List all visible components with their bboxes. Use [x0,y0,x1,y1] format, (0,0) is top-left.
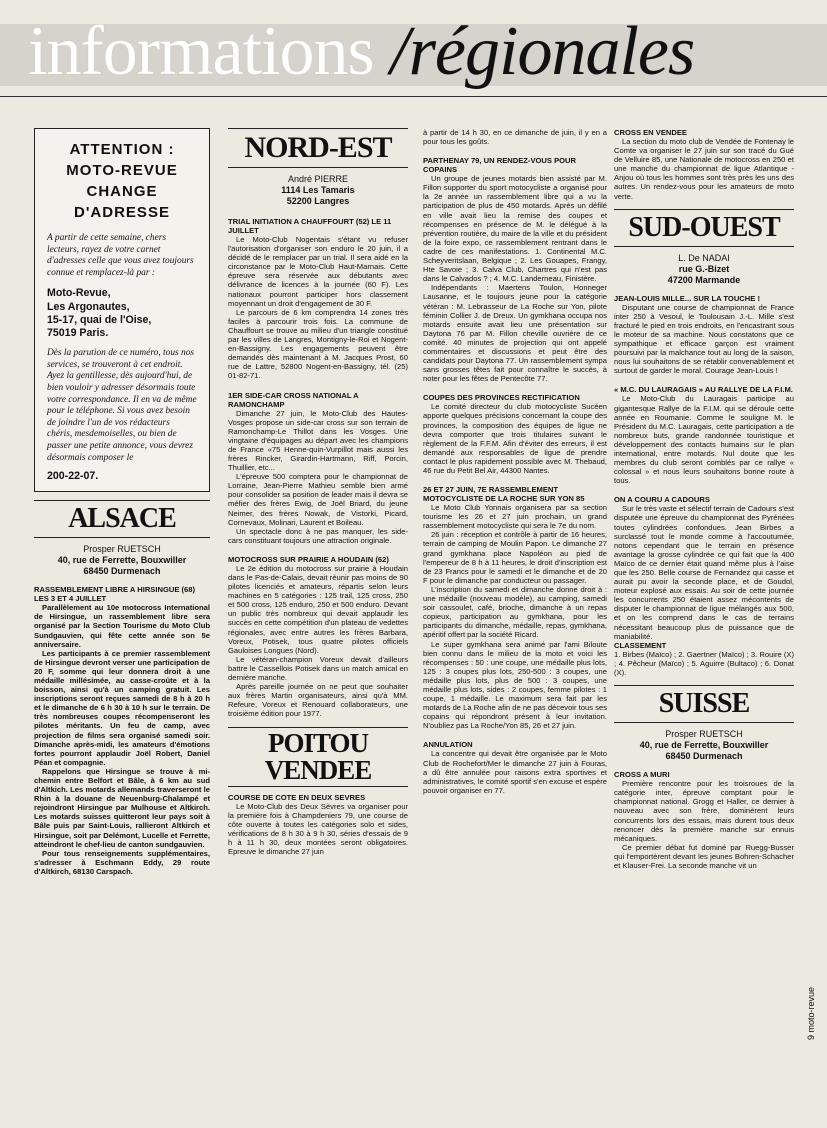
article-paragraph: L'inscription du samedi et dimanche donne droit à : une médaille (nouveau modèle), au camping, samedi soir cassoulet, café, brioche, dimanche à un repas copieux, participation au gymkhana, pour les participants du dimanche, médaille, repas, gymkhana, apéritif offert par la société Ricard. [423,584,607,640]
page-header [0,0,827,108]
notice-headline [47,139,197,223]
address-line: 75019 Paris. [47,326,109,339]
article-paragraph: Le Moto-Club des Deux Sèvres va organiser pour la première fois à Champdeniers 79, une course de côte ouverte à toutes les catégories solo et sides, vérifications de 8 h 30 à 9 h 30, séries d'essais de 9 h à 11 h 30, deux montées seront obligatoires. Epreuve le dimanche 27 juin [228,801,408,856]
headline-line: ATTENTION : [69,141,175,158]
column-1 [34,128,210,876]
address-change-notice [34,128,210,492]
correspondent-alsace [34,544,210,577]
page-footer-label [806,987,816,1040]
article-paragraph: Le comité directeur du club motocycliste Sucéen apporte quelques précisions concernant la coupe des provinces, la composition des équipes de ligue ne devra comporter que trois titulaires suivant le règlement de la F.F.M. Afin d'éviter des erreurs, il est demandé aux responsables de ligue de prendre contact le plus rapidement possible avec M. Thebaud, 46 rue du Petit Bel Air, 44300 Nantes. [423,402,607,475]
region-title-alsace: ALSACE [34,500,210,538]
article-paragraph: La concentre qui devait être organisée par le Moto Club de Rochefort/Mer le dimanche 27 juin à Fouras, a dû être annulée pour raisons extra sportives et administratives, le comité sportif s'en excuse et espère pouvoir organiser en 77. [423,749,607,795]
correspondent-line: 47200 Marmande [667,274,741,285]
region-title-line: POITOU [267,727,369,758]
correspondent-line: rue G.-Bizet [678,263,730,274]
headline-line: CHANGE [86,183,158,200]
headline-line: D'ADRESSE [74,204,170,221]
article-heading: « M.C. DU LAURAGAIS » AU RALLYE DE LA F.I.M. [614,385,793,395]
article-paragraph: Pour tous renseignements supplémentaires, s'adresser à Eschmann Eddy, 29 route d'Altkirch, 68130 Carspach. [34,848,210,876]
correspondent-line: 68450 Durmenach [83,566,161,577]
notice-phone: 200-22-07. [47,470,99,483]
article-continuation: à partir de 14 h 30, en ce dimanche de juin, il y en a pour tous les goûts. [423,128,607,147]
new-address [47,287,197,340]
correspondent-line: 40, rue de Ferrette, Bouxwiller [57,555,187,566]
headline-line: MOTO-REVUE [66,162,178,179]
article-heading: COUPES DES PROVINCES RECTIFICATION [423,393,580,403]
article-heading: TRIAL INITIATION A CHAUFFOURT (52) LE 11 JUILLET [228,217,392,235]
correspondent-name: L. De NADAI [678,252,730,263]
article-paragraph: Dimanche 27 juin, le Moto-Club des Hautes-Vosges propose un side-car cross sur son terrain de Ramonchamp-Le Thillot dans les Vosges. Une vingtaine d'équipages au départ avec les champions de France «75 Henne-quin-Vurpillot mais aussi les frères Rincker, Girardin-Hartmann, Riff, Porcin, Thuillier, etc... [228,408,408,473]
article-paragraph: Le vétéran-champion Voreux devait d'ailleurs battre le Cassellois Potisek dans un match amical en dernière manche. [228,654,408,683]
article-paragraph: Le Moto Club Yonnais organisera par sa section tourisme les 26 et 27 juin prochain, un grand rassemblement motocycliste qui sera le 7e du nom. [423,503,607,531]
article-paragraph: Disputant une course de championnat de France inter 250 à Vesoul, le Toulousain J.-L. Mille s'est fracturé le pied en trois endroits, en l'encastrant sous le moteur de sa machine. Nous constatons que ce sympathique et efficace garçon est vraiment poursuivi par la malchance tout au long de la saison, nous lui souhaitons de se rétablir convenablement et surtout de garder le moral. Courage Jean-Louis ! [614,302,794,376]
title-slash: / [390,13,409,90]
correspondent-name: André PIERRE [287,174,349,184]
article-paragraph: 26 juin : réception et contrôle à partir de 16 heures, terrain de camping de Moulin Papon. Le dimanche 27 grand gymkhana place Napoléon au pied de l'empereur de 8 h à 11 heures, le droit d'inscription est de 23 Francs pour le samedi et le dimanche et de 20 F pour le dimanche par conducteur ou passager. [423,530,607,585]
results-label: CLASSEMENT [614,640,667,650]
article-paragraph: Le Moto-Club du Lauragais participe au gigantesque Rallye de la F.I.M. qui se déroule cette année en Roumanie. Comme le souligne M. le Président du M.C. Lauragais, cette participation a de nombreux buts, grande randonnée touristique et développement des contacts humains sur le plan international, entre motards. Nul doute que les membres du club seront comblés par ce rallye « colossal » et nous leurs souhaitons bonne route à tous. [614,394,794,486]
header-rule [0,96,827,97]
correspondent-nordest [228,174,408,207]
article-paragraph: Les participants à ce premier rassemblement de Hirsingue devront verser une participation de 20 F, somme qui leur donnera droit à une médaille millésimée, au casse-croûte et à la boisson, ainsi qu'à un camping gratuit. Les inscriptions seront reçues samedi de 8 h à 20 h et le dimanche de 6 h 30 à 10 h sur le terrain. De très nombreuses coupes récompenseront les pilotes méritants. Un feu de camp, avec projection de films sera organisé samedi soir. Dimanche après-midi, les amateurs d'émotions fortes pourront applaudir Joël Robert, Daniel Péan et compagnie. [34,648,210,767]
article-heading: JEAN-LOUIS MILLE... SUR LA TOUCHE ! [614,293,760,303]
article-heading: PARTHENAY 79, UN RENDEZ-VOUS POUR COPAINS [423,156,577,175]
correspondent-line: 68450 Durmenach [665,751,743,762]
article-paragraph: Rappelons que Hirsingue se trouve à mi-chemin entre Belfort et Bâle, à 6 km au sud d'Altkich. Les motards allemands traverseront le Rhin à la douane de Neuenburg-Chalampé et rejoindront Hirsingue par Mulhouse et Altkirch. Les motards suisses quitteront leur pays soit à Bâle puis par Saint-Louis, rallieront Altkirch et Hirsingue, soit par Delémont, Lucelle et Ferrette, atteindront le chef-lieu de canton sundgauvien. [34,766,210,849]
article-paragraph: Après pareille journée on ne peut que souhaiter aux frères Martin organisateurs, ainsi qu'à MM. Refeure, Voreux et Renouard collaborateurs, une troisième édition pour 1977. [228,682,408,719]
correspondent-line: 52200 Langres [286,196,350,206]
address-line: Moto-Revue, [47,287,111,300]
address-line: Les Argonautes, [47,300,130,313]
column-4 [614,128,794,870]
article-heading: 26 ET 27 JUIN, 7E RASSEMBLEMENT MOTOCYCLISTE DE LA ROCHE SUR YON 85 [423,485,585,504]
article-heading: MOTOCROSS SUR PRAIRIE A HOUDAIN (62) [228,554,389,564]
article-heading: RASSEMBLEMENT LIBRE A HIRSINGUE (68) LES 3 ET 4 JUILLET [34,585,196,604]
article-heading: ON A COURU A CADOURS [614,495,710,505]
column-3 [423,128,607,795]
correspondent-sudouest [614,253,794,286]
correspondent-name: Prosper RUETSCH [665,729,743,740]
correspondent-line: 1114 Les Tamaris [281,185,355,195]
notice-intro: A partir de cette semaine, chers lecteurs, rayez de votre carnet d'adresses celle que vous avez toujours connue et remplacez-là par : [47,233,194,278]
column-2 [228,128,408,856]
article-paragraph: Première rencontre pour les troisroues de la catégorie inter, épreuve comptant pour le championnat national. Grogg et Haller, ce dernier à nouveau avec son frère, dominèrent leurs concurrents lors des essais, mais durent tous deux renoncer dès la première manche sur ennuis mécaniques. [614,779,794,843]
article-paragraph: Indépendants : Maertens Toulon, Honneger Lausanne, et le toujours jeune pour la catégorie vétéran : M. Lebrasseur de La Roche sur Yon, pilote féminin Collier J. de Dreux. Un gymkhana occupa nos motards ensuite avait lieu une présentation sur Daytona 76 par M. Fillon cheville ouvrière de ce comité. 40 minutes de projection qui ont appelé commentaires et discussions et peut être des candidats pour Daytona 77. Un rassemblement sympa sans grosses têtes fait pour connaître le succès, à noter pour les fêtes de Pentecôte 77. [423,283,607,384]
article-paragraph: Un spectacle donc à ne pas manquer, les side-cars constituant toujours une attraction originale. [228,526,408,545]
correspondent-name: Prosper RUETSCH [83,544,161,555]
article-paragraph: Parallèlement au 10e motocross International de Hirsingue, un rassemblement libre sera organisé par la Section Tourisme du Moto Club Sundgauvien, qui fête cette année son 5e anniversaire. [34,603,210,649]
article-paragraph: Le super gymkhana sera animé par l'ami Biloute bien connu dans le milieu de la moto et voici les récompenses : 50 : une coupe, une médaille plus lots, 125 : 3 coupes plus lots, 250-500 : 3 coupes, une médaille plus lots, plus de 500 : 3 coupes, une médaille plus lots, sides : 2 coupes, femme pilotes : 1 coupe, 1 médaille. Le maximum sera fait par les motards de La Roche afin de ne pas décevoir tous ses copains qui répondront présent à leur invitation. N'oubliez pas La Roche/Yon 85, 26 et 27 juin. [423,639,607,731]
region-title-suisse: SUISSE [614,685,794,723]
article-paragraph: Un groupe de jeunes motards bien assisté par M. Fillon supporter du sport motocycliste a organisé pour la 2e année un rassemblement libre qui a vu la participation de plus de 450 motards. Après un défilé en ville avait lieu la remise des coupes et récompenses en présence de M. le délégué à la prévention routière, du maire de la ville et du président de la foire expo, ce rassemblement rentrant dans le cadre de ces manifestations. 1. Continental M.C. Scheyveritslaan, Belgique ; 2. Les Gouapes, Frangy, Hte Savoie ; 3. Calva Club, Chartres qui n'est pas dans le Calvados ? ; 4. M.C. Landerneau, Finistère. [423,174,607,284]
magazine-name: moto-revue [806,986,816,1033]
article-paragraph: Le Moto-Club Nogentais s'étant vu refuser l'autorisation d'organiser son enduro le 20 juin, il a décidé de le remplacer par un trial. Il sera aidé en la circonstance par le Moto-Club Haut-Marnais. Cette épreuve sera réservée aux débutants avec délivrance de licences à la journée (60 F). Les nationaux pourront participer hors classement moyennant un droit d'engagement de 30 F. [228,235,408,308]
article-heading: CROSS A MURI [614,770,670,780]
article-paragraph: L'épreuve 500 comptera pour le championnat de Lorraine, Jean-Pierre Mathieu semble bien armé pour consolider sa position de leader mais il devra se méfier des frères Ewig, de Joël Briard, du jeune Neimer, des frères Nowak, de Vistorki, Picard, Cornevaux, Molinari, Laurent et Boileau. [228,472,408,527]
correspondent-suisse [614,729,794,762]
title-sub: régionales [408,13,695,90]
correspondent-line: 40, rue de Ferrette, Bouxwiller [639,740,769,751]
article-paragraph: Le 2e édition du motocross sur prairie à Houdain dans le Pas-de-Calais, devait réunir pas moins de 90 pilotes licenciés et amateurs, répartis selon leurs machines en 5 catégories : 125 trail, 125 cross, 250 et 500 cross, 125 enduro, 250 et 500 enduro. Devant un public très nombreux qui devait applaudir les succès en cette compétition d'un plateau de vedettes régionales, avec entre autres les frères Barbara, Voreux, Potisek, tous quatre pilotes officiels Gauloises Longues (Nord). [228,563,408,655]
address-line: 15-17, quai de l'Oise, [47,313,152,326]
title-main: informations [28,13,374,90]
article-paragraph: La section du moto club de Vendée de Fontenay le Comte va organiser le 27 juin sur son tracé du Gué de Velluire 85, une Nationale de motocross en 250 et une manche du championnat de ligue Atlantique - Anjou où tous les hommes sont très près les uns des autres. Un rendez-vous pour les amateurs de moto verte. [614,137,794,201]
results-list: 1. Birbes (Maïco) ; 2. Gaertner (Maïco) ; 3. Rouire (X) ; 4. Pêcheur (Maïco) ; 5. Aguirre (Bultaco) ; 6. Donat (X). [614,649,794,678]
region-title-poitou [228,727,408,787]
article-heading: CROSS EN VENDEE [614,128,688,137]
article-paragraph: Ce premier débat fut dominé par Ruegg-Busser qui l'emportèrent devant les jeunes Bohren-Schacher et Klauser-Frei. La seconde manche vit un [614,842,794,870]
region-title-sudouest: SUD-OUEST [614,209,794,247]
article-heading: COURSE DE COTE EN DEUX SEVRES [228,792,366,802]
page-number: 9 [806,1034,816,1040]
region-title-nordest: NORD-EST [228,128,408,168]
notice-body: Dès la parution de ce numéro, tous nos services, se trouveront à cet endroit. Ayez la gentillesse, dès aujourd'hui, de bien vouloir y adresser désormais toute votre correspondance. Il en va de même pour le téléphone. Si vous avez besoin de joindre l'un de vos rédacteurs chéris, mesdemoiselles, ou bien de passer une petite annonce, vous devrez désormais composer le [47,348,197,463]
article-heading: 1ER SIDE-CAR CROSS NATIONAL A RAMONCHAMP [228,390,359,409]
article-paragraph: Sur le très vaste et sélectif terrain de Cadours s'est disputée une épreuve du championnat des Pyrénées toutes cylindrées confondues. Jean Birbes a surclassé tout le monde comme à l'accoutumée, notons cependant que le terrain en présence avantage la grosse cylindrée ce qui fait que la 400 Maïco de ce dernier était quand même plus à l'aise que les 250. Belle course de Fernandez qui casse et aurait pu avoir la seconde place, et de Goudol, moteur explosé aux essais. Au soir de cette journée les concurrents 250 étaient assez mécontents de disputer le championnat de ligue mélangés aux 500, et on les comprend dans le cas de terrains nécessitant beaucoup plus de puissance que de maniabilité. [614,504,794,641]
section-title [28,12,694,92]
article-paragraph: Le parcours de 6 km comprendra 14 zones très faciles à parcourir trois fois. La commune de Chauffourt se trouve au milieu d'un triangle constitué par les villes de Langres, Montigny-le-Roi et Nogent-en-Bassigny. Les engagements peuvent être demandés dès maintenant à M. Jacques Prost, 60 rue de Lattre, 52800 Nogent-en-Bassigny, tél. (25) 01-82-71. [228,307,408,381]
article-heading: ANNULATION [423,740,473,750]
region-title-line: VENDEE [264,754,372,785]
